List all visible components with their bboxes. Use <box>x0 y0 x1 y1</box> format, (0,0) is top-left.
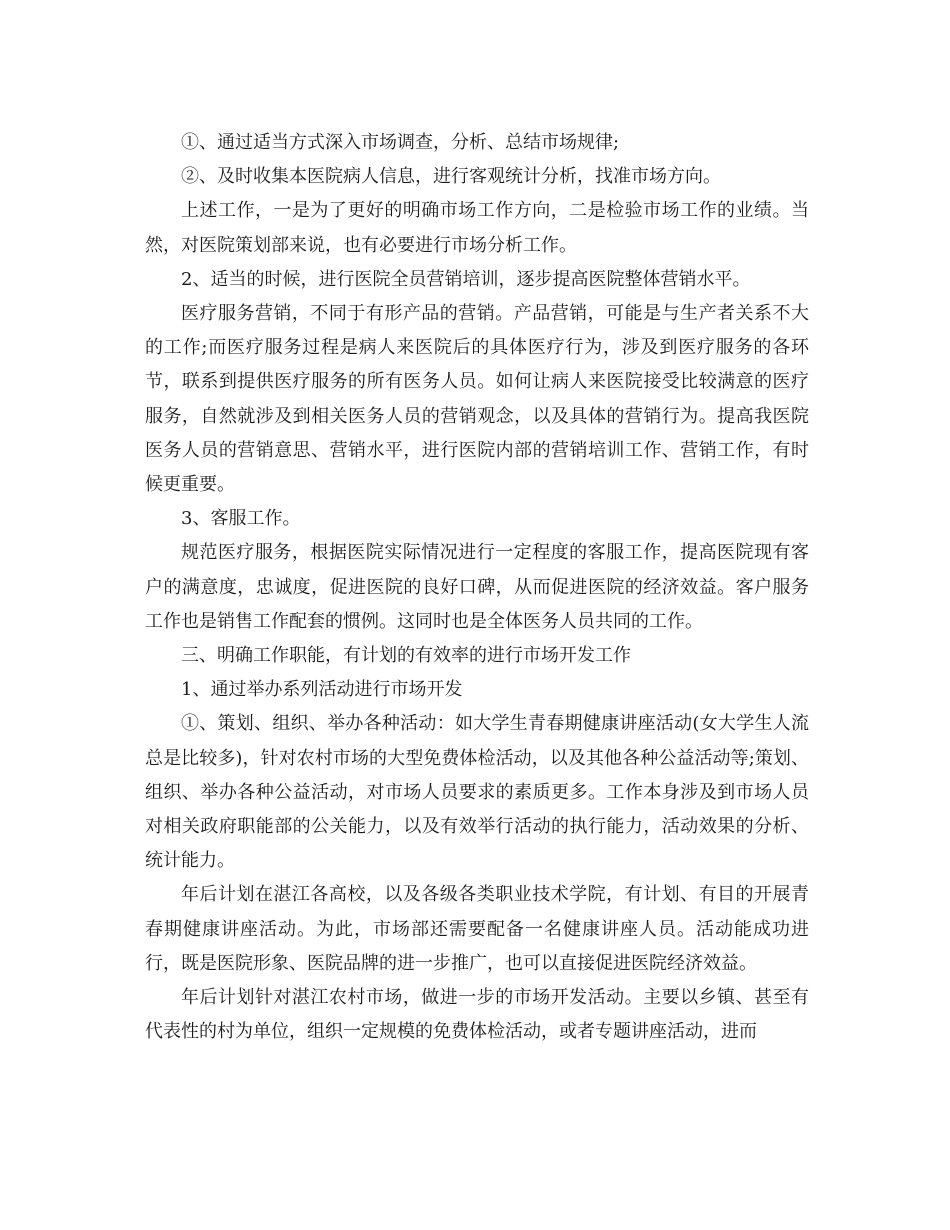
paragraph-section-three-heading: 三、明确工作职能，有计划的有效率的进行市场开发工作 <box>181 645 631 667</box>
paragraph-campus-lectures: 年后计划在湛江各高校，以及各级各类职业技术学院，有计划、有目的开展青春期健康讲座活动。为此，市场部还需要配备一名健康讲座人员。活动能成功进行，既是医院形象、医院品牌的进一步推广，也可以直接促进医院经济效益。 <box>145 884 809 974</box>
paragraph-activities-planning: ①、策划、组织、举办各种活动：如大学生青春期健康讲座活动(女大学生人流总是比较多)，针对农村市场的大型免费体检活动，以及其他各种公益活动等;策划、组织、举办各种公益活动，对市场人员要求的素质更多。工作本身涉及到市场人员对相关政府职能部的公关能力，以及有效举行活动的执行能力，活动效果的分析、统计能力。 <box>145 713 809 872</box>
paragraph-customer-service-heading: 3、客服工作。 <box>181 508 301 530</box>
document-body <box>145 126 809 1049</box>
paragraph-medical-service-marketing: 医疗服务营销，不同于有形产品的营销。产品营销，可能是与生产者关系不大的工作;而医疗服务过程是病人来医院后的具体医疗行为，涉及到医疗服务的各环节，联系到提供医疗服务的所有医务人员。如何让病人来医院接受比较满意的医疗服务，自然就涉及到相关医务人员的营销观念，以及具体的营销行为。提高我医院医务人员的营销意思、营销水平，进行医院内部的营销培训工作、营销工作，有时候更重要。 <box>145 303 809 496</box>
paragraph-market-survey: ①、通过适当方式深入市场调查，分析、总结市场规律; <box>181 132 620 153</box>
paragraph-work-purpose: 上述工作，一是为了更好的明确市场工作方向，二是检验市场工作的业绩。当然，对医院策划部来说，也有必要进行市场分析工作。 <box>145 200 809 256</box>
paragraph-customer-service: 规范医疗服务，根据医院实际情况进行一定程度的客服工作，提高医院现有客户的满意度，忠诚度，促进医院的良好口碑，从而促进医院的经济效益。客户服务工作也是销售工作配套的惯例。这同时也是全体医务人员共同的工作。 <box>145 542 809 632</box>
paragraph-patient-info: ②、及时收集本医院病人信息，进行客观统计分析，找准市场方向。 <box>181 166 721 188</box>
paragraph-activities-heading: 1、通过举办系列活动进行市场开发 <box>181 679 463 701</box>
paragraph-rural-market: 年后计划针对湛江农村市场，做进一步的市场开发活动。主要以乡镇、甚至有代表性的村为单位，组织一定规模的免费体检活动，或者专题讲座活动，进而 <box>145 987 809 1043</box>
paragraph-marketing-training-heading: 2、适当的时候，进行医院全员营销培训，逐步提高医院整体营销水平。 <box>181 268 751 290</box>
